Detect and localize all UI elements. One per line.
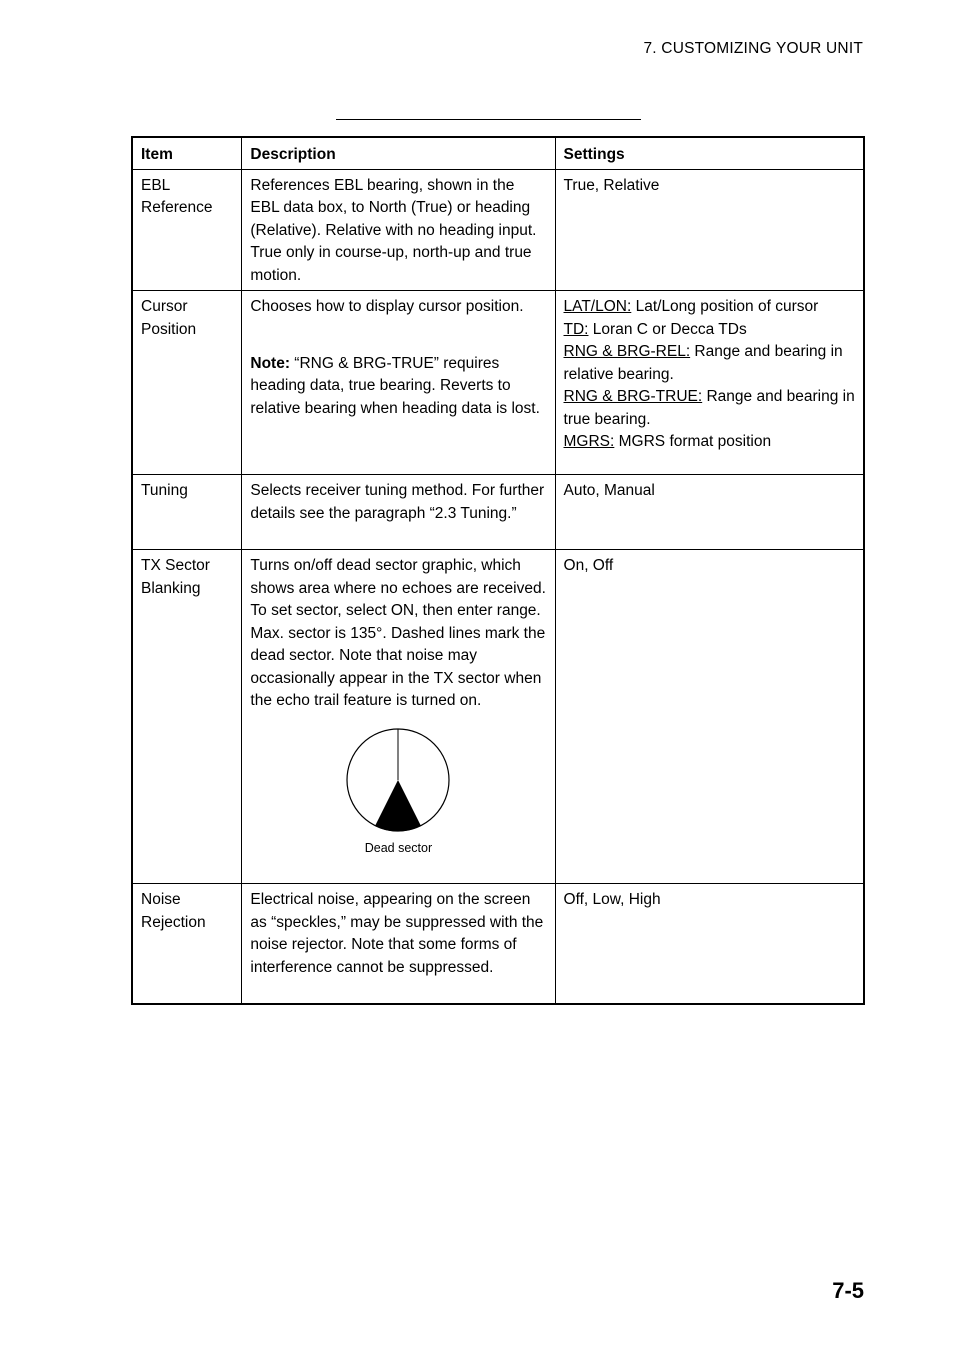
setting-term: TD: — [563, 320, 589, 338]
page-number: 7-5 — [832, 1278, 864, 1303]
description-text: Chooses how to display cursor position. — [250, 298, 524, 315]
item-name-line-1: EBL — [141, 176, 171, 194]
item-cell — [132, 550, 242, 884]
settings-cell: On, Off — [555, 550, 864, 884]
item-name-line-1: Tuning — [141, 482, 188, 499]
item-cell — [132, 169, 242, 291]
setting-text: Range and bearing in true bearing. — [563, 388, 855, 428]
setting-option — [564, 386, 855, 431]
description-text: Turns on/off dead sector graphic, which shows area where no echoes are received. To set sector, select ON, then enter range. Max. sector is 135°. Dashed lines mark the dead sector. Note that noise may occasionally appear in the TX sector when the echo trail feature is turned on. — [250, 557, 546, 709]
table-header-row — [132, 137, 864, 169]
column-header-item: Item — [132, 137, 242, 169]
setting-option — [564, 296, 855, 319]
table-row-ebl-reference — [132, 169, 864, 291]
table-row-tx-sector-blanking — [132, 550, 864, 884]
menu-settings-table — [131, 136, 865, 1005]
setting-option — [564, 431, 855, 454]
dead-sector-label: Dead sector — [364, 840, 433, 855]
setting-text: Lat/Long position of cursor — [631, 298, 819, 315]
item-cell — [132, 884, 242, 1004]
setting-option — [564, 341, 855, 386]
settings-cell: Auto, Manual — [555, 475, 864, 550]
item-name-line-2: Blanking — [141, 579, 201, 597]
item-name-line-2: Position — [141, 320, 197, 338]
table-row-noise-rejection — [132, 884, 864, 1004]
setting-text: Range and bearing in relative bearing. — [563, 343, 843, 383]
item-name-line-2: Rejection — [141, 913, 206, 931]
description-cell — [242, 550, 555, 884]
description-cell — [242, 291, 555, 475]
setting-term: RNG & BRG-REL: — [563, 343, 691, 360]
note-label: Note: — [250, 354, 290, 372]
item-name-line-2: Reference — [141, 199, 213, 216]
setting-term: MGRS: — [563, 433, 615, 450]
item-name-line-1: TX Sector — [141, 557, 210, 574]
item-cell — [132, 291, 242, 475]
description-cell: References EBL bearing, shown in the EBL data box, to North (True) or heading (Relative). Relative with no heading input. True only in course-up, north-up and true motion. — [242, 169, 555, 291]
note-paragraph — [250, 353, 546, 421]
column-header-settings: Settings — [555, 137, 864, 169]
item-name-line-1: Noise — [141, 891, 181, 908]
chapter-header: 7. CUSTOMIZING YOUR UNIT — [643, 40, 863, 57]
dead-sector-graphic — [250, 727, 546, 855]
table-row-cursor-position — [132, 291, 864, 475]
setting-option — [564, 319, 855, 342]
table-row-tuning — [132, 475, 864, 550]
settings-cell: Off, Low, High — [555, 884, 864, 1004]
setting-text: MGRS format position — [614, 433, 772, 450]
note-text: “RNG & BRG-TRUE” requires heading data, true bearing. Reverts to relative bearing when heading data is lost. — [250, 354, 540, 417]
setting-term: RNG & BRG-TRUE: — [563, 388, 703, 405]
settings-cell: True, Relative — [555, 169, 864, 291]
dead-sector-diagram-icon — [345, 727, 451, 833]
column-header-description: Description — [242, 137, 555, 169]
item-cell — [132, 475, 242, 550]
description-cell: Electrical noise, appearing on the screen as “speckles,” may be suppressed with the noise rejector. Note that some forms of interference cannot be suppressed. — [242, 884, 555, 1004]
setting-text: Loran C or Decca TDs — [588, 320, 747, 338]
settings-cell — [555, 291, 864, 475]
setting-term: LAT/LON: — [563, 298, 632, 315]
item-name-line-1: Cursor — [141, 298, 188, 315]
description-cell: Selects receiver tuning method. For further details see the paragraph “2.3 Tuning.” — [242, 475, 555, 550]
title-rule — [336, 119, 641, 120]
